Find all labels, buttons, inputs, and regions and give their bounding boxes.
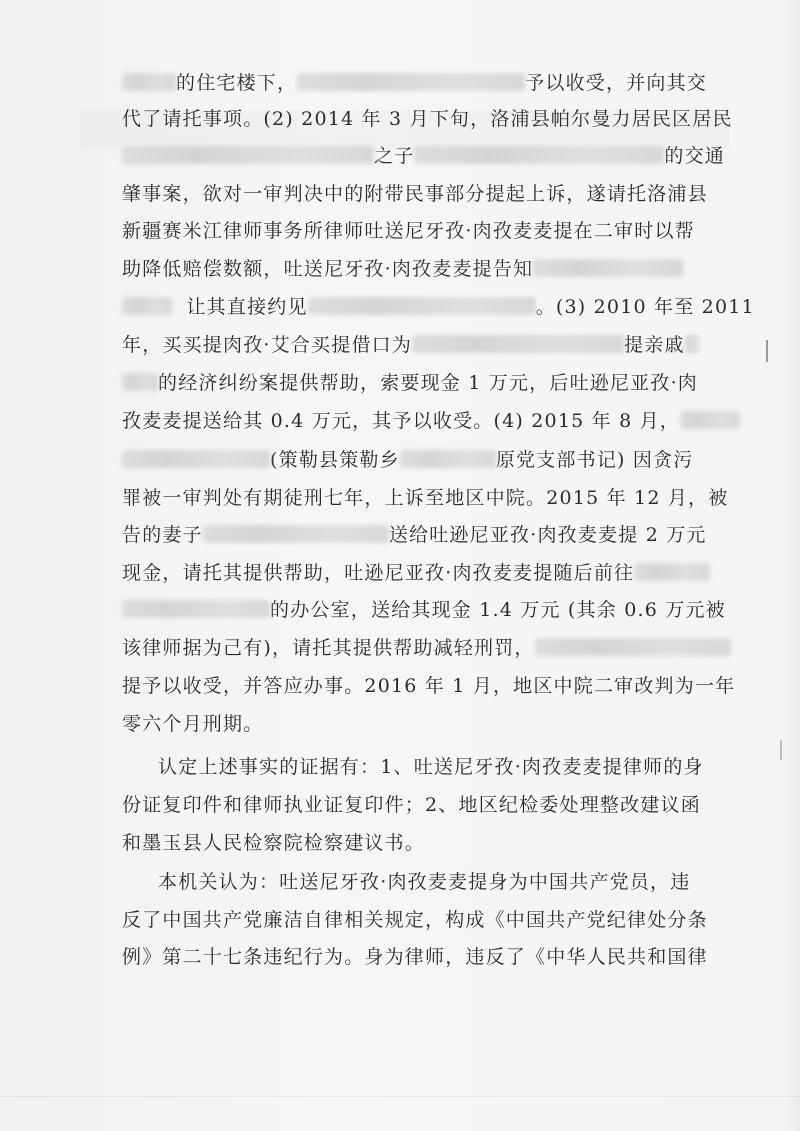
text-segment: 本机关认为：吐送尼牙孜·肉孜麦麦提身为中国共产党员，违	[158, 871, 691, 893]
text-segment: 的办公室，送给其现金 1.4 万元 (其余 0.6 万元被	[270, 599, 726, 621]
redaction-block	[535, 638, 731, 656]
text-line	[122, 560, 722, 586]
redaction-block	[412, 335, 624, 353]
text-line	[122, 944, 722, 970]
redaction-block	[680, 411, 740, 429]
text-segment: 送给吐逊尼亚孜·肉孜麦麦提 2 万元	[388, 524, 707, 546]
text-segment: 代了请托事项。(2) 2014 年 3 月下旬，洛浦县帕尔曼力居民区居民	[122, 108, 733, 130]
text-line	[122, 143, 726, 169]
text-line	[122, 711, 722, 737]
text-segment: 助降低赔偿数额，吐送尼牙孜·肉孜麦麦提告知	[122, 258, 534, 280]
text-line	[122, 792, 722, 818]
text-segment: 该律师据为己有)，请托其提供帮助减轻刑罚，	[122, 637, 535, 659]
text-segment: 和墨玉县人民检察院检察建议书。	[122, 832, 426, 854]
text-segment: 肇事案，欲对一审判决中的附带民事部分提起上诉，遂请托洛浦县	[122, 183, 708, 205]
text-line	[122, 181, 722, 207]
text-line	[122, 106, 733, 132]
text-segment: 罪被一审判处有期徒刑七年，上诉至地区中院。2015 年 12 月，被	[122, 487, 729, 509]
text-segment: 原党支部书记) 因贪污	[495, 449, 694, 471]
redaction-block	[122, 146, 374, 164]
text-segment: 份证复印件和律师执业证复印件；2、地区纪检委处理整改建议函	[122, 794, 701, 816]
text-segment: 孜麦麦提送给其 0.4 万元，其予以收受。(4) 2015 年 8 月，	[122, 410, 681, 432]
redaction-block	[122, 450, 270, 468]
text-segment: 年，买买提肉孜·艾合买提借口为	[122, 334, 413, 356]
text-line	[122, 70, 722, 96]
text-line	[122, 673, 736, 699]
text-line	[122, 256, 722, 282]
edge-mark	[780, 740, 782, 760]
redaction-block	[533, 259, 683, 277]
redaction-block	[414, 146, 664, 164]
text-segment: 。(3) 2010 年至 2011	[535, 296, 755, 318]
text-line	[122, 370, 722, 396]
text-line	[122, 408, 722, 434]
redaction-block	[297, 73, 525, 91]
page-fold-line	[0, 1096, 800, 1097]
redaction-block	[122, 297, 172, 315]
redaction-block	[122, 73, 176, 91]
redaction-block	[308, 297, 536, 315]
text-line	[122, 447, 722, 473]
redaction-block	[122, 600, 270, 618]
redaction-block	[122, 373, 158, 391]
page-edge-shadow	[788, 0, 800, 1131]
text-segment: 零六个月刑期。	[122, 713, 264, 735]
text-segment: 反了中国共产党廉洁自律相关规定，构成《中国共产党纪律处分条	[122, 909, 708, 931]
text-segment: 告的妻子	[122, 524, 203, 546]
redaction-block	[634, 563, 710, 581]
redaction-block	[203, 525, 389, 543]
text-line	[122, 485, 729, 511]
text-line	[158, 754, 758, 780]
text-segment: 例》第二十七条违纪行为。身为律师，违反了《中华人民共和国律	[122, 946, 708, 968]
redaction-block	[400, 450, 496, 468]
text-segment: 予以收受，并向其交	[525, 72, 708, 94]
text-line	[122, 635, 722, 661]
text-segment: 提予以收受，并答应办事。2016 年 1 月，地区中院二审改判为一年	[122, 675, 736, 697]
text-line	[122, 830, 722, 856]
text-line	[122, 597, 726, 623]
text-segment: 提亲戚	[624, 334, 685, 356]
text-segment: 的住宅楼下，	[176, 72, 298, 94]
text-segment: 认定上述事实的证据有：1、吐送尼牙孜·肉孜麦麦提律师的身	[158, 756, 704, 778]
edge-mark	[766, 340, 768, 362]
text-line	[158, 869, 758, 895]
text-segment: 之子	[374, 145, 415, 167]
redaction-block	[685, 335, 699, 353]
text-line	[122, 332, 722, 358]
text-line	[122, 218, 722, 244]
text-line	[122, 522, 722, 548]
text-segment: 现金，请托其提供帮助，吐逊尼亚孜·肉孜麦麦提随后前往	[122, 562, 635, 584]
text-segment: (策勒县策勒乡	[270, 449, 400, 471]
text-segment: 的交通	[664, 145, 726, 167]
text-line	[122, 294, 755, 320]
text-line	[122, 907, 722, 933]
text-segment: 新疆赛米江律师事务所律师吐送尼牙孜·肉孜麦麦提在二审时以帮	[122, 220, 695, 242]
text-segment: 的经济纠纷案提供帮助，索要现金 1 万元，后吐逊尼亚孜·肉	[158, 372, 699, 394]
text-segment: 让其直接约见	[186, 296, 308, 318]
